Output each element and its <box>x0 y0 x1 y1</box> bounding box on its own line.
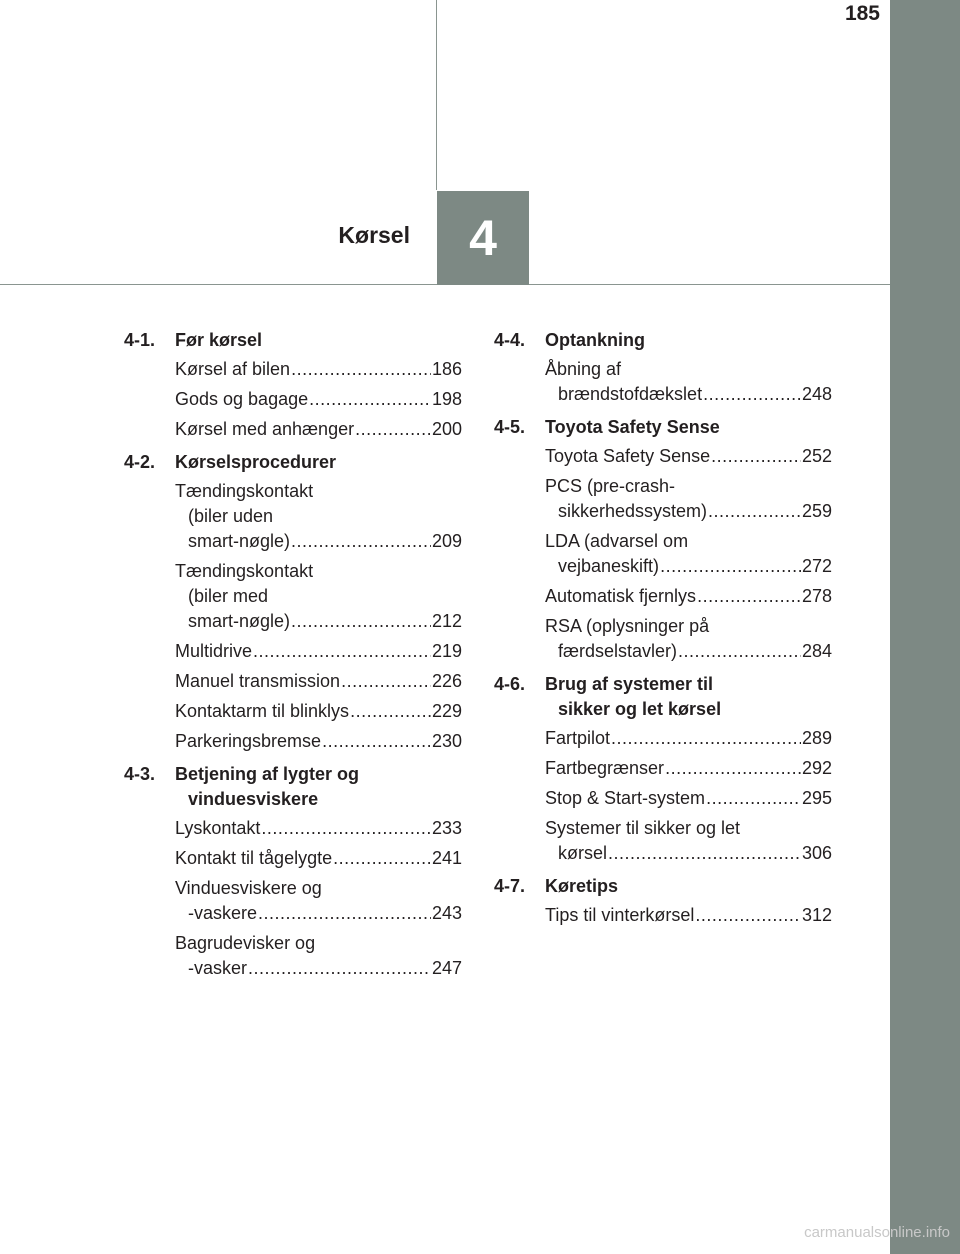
toc-entry[interactable] <box>175 699 462 724</box>
entry-text: Kontaktarm til blinklys <box>175 701 350 721</box>
entry-last-line <box>545 382 832 407</box>
toc-entry[interactable] <box>175 479 462 554</box>
entry-page-number: 284 <box>801 641 832 661</box>
toc-section <box>494 415 832 664</box>
dot-leader <box>355 417 431 442</box>
dot-leader <box>706 786 801 811</box>
entry-text: Manuel transmission <box>175 671 341 691</box>
entry-text: vejbaneskift) <box>558 556 660 576</box>
entry-text: Lyskontakt <box>175 818 261 838</box>
toc-entry[interactable] <box>175 387 462 412</box>
entry-page-number: 198 <box>431 389 462 409</box>
entry-text: -vasker <box>188 958 248 978</box>
entry-text: Automatisk fjernlys <box>545 586 697 606</box>
entry-last-line <box>175 729 462 754</box>
dot-leader <box>697 584 801 609</box>
dot-leader <box>261 816 431 841</box>
toc-entry[interactable] <box>545 474 832 524</box>
entry-text-line: Åbning af <box>545 359 622 379</box>
dot-leader <box>708 499 801 524</box>
entry-last-line <box>545 726 832 751</box>
entry-last-line <box>175 901 462 926</box>
toc-entry[interactable] <box>175 357 462 382</box>
chapter-title: Kørsel <box>338 222 410 248</box>
toc-column-right <box>494 328 832 936</box>
entry-page-number: 229 <box>431 701 462 721</box>
entry-page-number: 289 <box>801 728 832 748</box>
entry-text: Parkeringsbremse <box>175 731 322 751</box>
entry-page-number: 252 <box>801 446 832 466</box>
section-title-line: vinduesviskere <box>188 789 319 809</box>
entry-last-line <box>545 584 832 609</box>
section-title <box>175 328 462 353</box>
toc-entry[interactable] <box>545 444 832 469</box>
dot-leader <box>291 529 431 554</box>
dot-leader <box>333 846 431 871</box>
entry-text: smart-nøgle) <box>188 611 291 631</box>
entry-text: kørsel <box>558 843 607 863</box>
dot-leader <box>711 444 801 469</box>
entry-text-line: (biler med <box>188 586 269 606</box>
toc-entry[interactable] <box>545 816 832 866</box>
toc-section <box>124 450 462 754</box>
section-heading <box>494 415 832 440</box>
entry-text-line: Bagrudevisker og <box>175 933 316 953</box>
dot-leader <box>678 639 801 664</box>
chapter-side-tab <box>890 0 960 1254</box>
entry-last-line <box>175 417 462 442</box>
section-number: 4-7. <box>494 876 526 896</box>
dot-leader <box>608 841 801 866</box>
entry-text: brændstofdækslet <box>558 384 703 404</box>
section-title-line: Køretips <box>545 876 619 896</box>
entry-text: færdselstavler) <box>558 641 678 661</box>
dot-leader <box>322 729 431 754</box>
entry-last-line <box>175 529 462 554</box>
toc-section <box>494 874 832 928</box>
dot-leader <box>350 699 431 724</box>
section-number: 4-6. <box>494 674 526 694</box>
entry-text: Kørsel med anhænger <box>175 419 355 439</box>
entry-text: Fartbegrænser <box>545 758 665 778</box>
entry-text-line: Systemer til sikker og let <box>545 818 741 838</box>
toc-entry[interactable] <box>175 729 462 754</box>
dot-leader <box>695 903 801 928</box>
section-number: 4-2. <box>124 452 156 472</box>
watermark: carmanualsonline.info <box>804 1224 950 1241</box>
dot-leader <box>703 382 801 407</box>
toc-entry[interactable] <box>545 786 832 811</box>
section-heading <box>494 874 832 899</box>
section-title-line: Toyota Safety Sense <box>545 417 720 437</box>
entry-page-number: 226 <box>431 671 462 691</box>
vertical-divider <box>436 0 437 190</box>
entry-page-number: 219 <box>431 641 462 661</box>
entry-page-number: 272 <box>801 556 832 576</box>
entry-page-number: 200 <box>431 419 462 439</box>
entry-text: Fartpilot <box>545 728 611 748</box>
entry-page-number: 292 <box>801 758 832 778</box>
entry-text: -vaskere <box>188 903 258 923</box>
entry-text-line: Tændingskontakt <box>175 561 314 581</box>
dot-leader <box>665 756 801 781</box>
dot-leader <box>660 554 801 579</box>
entry-page-number: 278 <box>801 586 832 606</box>
section-title-line: Kørselsprocedurer <box>175 452 337 472</box>
section-title-line: Optankning <box>545 330 645 350</box>
entry-text: Toyota Safety Sense <box>545 446 711 466</box>
entry-last-line <box>545 444 832 469</box>
toc-entry[interactable] <box>175 417 462 442</box>
entry-last-line <box>545 903 832 928</box>
entry-page-number: 186 <box>431 359 462 379</box>
entry-last-line <box>175 669 462 694</box>
entry-last-line <box>175 816 462 841</box>
entry-page-number: 306 <box>801 843 832 863</box>
toc-entry[interactable] <box>175 559 462 634</box>
toc-entry[interactable] <box>545 584 832 609</box>
toc-entry[interactable] <box>545 357 832 407</box>
section-number: 4-5. <box>494 417 526 437</box>
toc-entry[interactable] <box>545 903 832 928</box>
entry-page-number: 247 <box>431 958 462 978</box>
section-number: 4-1. <box>124 330 156 350</box>
dot-leader <box>309 387 431 412</box>
section-title-line: Før kørsel <box>175 330 263 350</box>
section-number: 4-3. <box>124 764 156 784</box>
section-heading <box>494 672 832 722</box>
section-heading <box>124 450 462 475</box>
chapter-number-box: 4 <box>437 191 529 285</box>
toc-section <box>124 762 462 981</box>
section-title-line: Brug af systemer til <box>545 674 714 694</box>
dot-leader <box>248 956 431 981</box>
section-heading <box>124 328 462 353</box>
entry-text: Stop & Start-system <box>545 788 706 808</box>
dot-leader <box>611 726 801 751</box>
entry-last-line <box>545 841 832 866</box>
entry-last-line <box>175 846 462 871</box>
section-title-line: Betjening af lygter og <box>175 764 360 784</box>
entry-last-line <box>175 956 462 981</box>
entry-last-line <box>545 554 832 579</box>
toc-entry[interactable] <box>175 816 462 841</box>
entry-page-number: 312 <box>801 905 832 925</box>
entry-text-line: (biler uden <box>188 506 274 526</box>
dot-leader <box>258 901 431 926</box>
toc-section <box>124 328 462 442</box>
section-title <box>545 328 832 353</box>
entry-text: Kørsel af bilen <box>175 359 291 379</box>
entry-last-line <box>175 387 462 412</box>
entry-last-line <box>175 609 462 634</box>
section-title <box>545 874 832 899</box>
dot-leader <box>291 609 431 634</box>
entry-text-line: LDA (advarsel om <box>545 531 689 551</box>
entry-page-number: 212 <box>431 611 462 631</box>
entry-page-number: 295 <box>801 788 832 808</box>
toc-entry[interactable] <box>545 726 832 751</box>
entry-last-line <box>175 699 462 724</box>
entry-text-line: Tændingskontakt <box>175 481 314 501</box>
dot-leader <box>341 669 431 694</box>
section-heading <box>494 328 832 353</box>
entry-page-number: 243 <box>431 903 462 923</box>
entry-page-number: 259 <box>801 501 832 521</box>
toc-entry[interactable] <box>175 846 462 871</box>
toc-entry[interactable] <box>175 876 462 926</box>
section-title <box>545 672 832 722</box>
entry-text-line: PCS (pre-crash- <box>545 476 676 496</box>
entry-text: smart-nøgle) <box>188 531 291 551</box>
entry-last-line <box>545 499 832 524</box>
entry-last-line <box>175 639 462 664</box>
toc-entry[interactable] <box>175 931 462 981</box>
entry-text-line: Vinduesviskere og <box>175 878 322 898</box>
toc-entry[interactable] <box>545 529 832 579</box>
page-number: 185 <box>844 2 880 25</box>
toc-section <box>494 328 832 407</box>
entry-text: Tips til vinterkørsel <box>545 905 695 925</box>
section-title <box>545 415 832 440</box>
entry-last-line <box>545 639 832 664</box>
entry-page-number: 209 <box>431 531 462 551</box>
section-number: 4-4. <box>494 330 526 350</box>
toc-entry[interactable] <box>545 756 832 781</box>
entry-last-line <box>545 756 832 781</box>
section-heading <box>124 762 462 812</box>
entry-text: sikkerhedssystem) <box>558 501 708 521</box>
dot-leader <box>253 639 431 664</box>
toc-entry[interactable] <box>175 639 462 664</box>
entry-last-line <box>175 357 462 382</box>
section-title-line: sikker og let kørsel <box>558 699 722 719</box>
dot-leader <box>291 357 431 382</box>
entry-text: Gods og bagage <box>175 389 309 409</box>
entry-page-number: 248 <box>801 384 832 404</box>
toc-entry[interactable] <box>175 669 462 694</box>
entry-page-number: 230 <box>431 731 462 751</box>
toc-entry[interactable] <box>545 614 832 664</box>
entry-page-number: 233 <box>431 818 462 838</box>
toc-column-left <box>124 328 462 989</box>
section-title <box>175 762 462 812</box>
entry-page-number: 241 <box>431 848 462 868</box>
toc-section <box>494 672 832 866</box>
entry-text: Kontakt til tågelygte <box>175 848 333 868</box>
section-title <box>175 450 462 475</box>
entry-text-line: RSA (oplysninger på <box>545 616 710 636</box>
entry-last-line <box>545 786 832 811</box>
entry-text: Multidrive <box>175 641 253 661</box>
